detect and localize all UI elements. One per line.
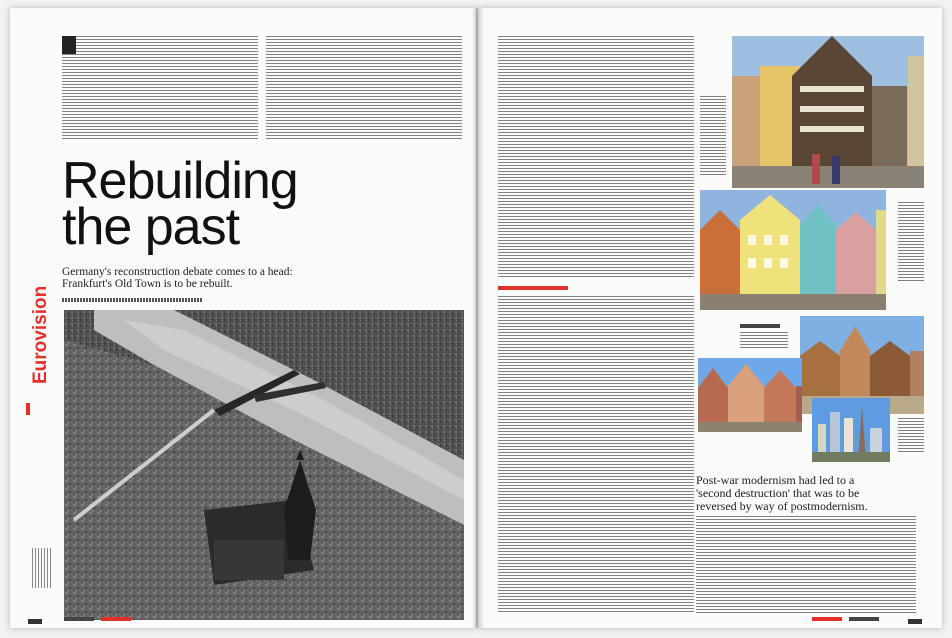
standfirst-line-1: Germany's reconstruction debate comes to a head: xyxy=(62,266,293,278)
pull-quote-line-3: reversed by way of postmodernism. xyxy=(696,499,868,513)
body-text-column-1b xyxy=(498,296,694,614)
pull-quote-line-1: Post-war modernism had led to a xyxy=(696,473,855,487)
main-aerial-photo xyxy=(64,310,464,620)
right-page xyxy=(478,8,942,628)
body-text-column-2 xyxy=(696,516,916,614)
aerial-photo-image xyxy=(64,310,464,620)
caption-3 xyxy=(740,332,788,348)
subheading-red xyxy=(498,286,568,290)
standfirst-line-2: Frankfurt's Old Town is to be rebuilt. xyxy=(62,278,233,290)
caption-3-title xyxy=(740,324,780,328)
standfirst xyxy=(62,266,342,290)
section-marker xyxy=(26,403,30,415)
intro-text-column-2 xyxy=(266,36,462,140)
article-headline xyxy=(62,152,362,256)
photo-roemer-gables xyxy=(698,358,802,432)
pull-quote xyxy=(696,474,916,513)
caption-2 xyxy=(898,202,924,282)
caption-4 xyxy=(898,418,924,454)
pull-quote-line-2: 'second destruction' that was to be xyxy=(696,486,860,500)
left-folio xyxy=(64,617,131,623)
section-tag-label: Eurovision xyxy=(30,285,51,384)
left-page-number xyxy=(28,619,42,624)
section-tag xyxy=(28,276,54,384)
photo-half-timbered-houses xyxy=(732,36,924,188)
photo-colourful-facades xyxy=(700,190,886,310)
photo-skyline xyxy=(812,398,890,462)
caption-1 xyxy=(700,96,726,176)
intro-text-column-1 xyxy=(62,36,258,140)
spine-gutter xyxy=(472,8,484,628)
headline-line-2: the past xyxy=(62,198,240,256)
body-text-column-1a xyxy=(498,36,694,278)
drop-cap xyxy=(62,36,76,54)
photo-credit xyxy=(32,548,52,588)
right-folio xyxy=(812,617,879,623)
left-page xyxy=(10,8,476,628)
headline-line-1: Rebuilding xyxy=(62,152,298,210)
byline xyxy=(62,298,202,302)
right-page-number xyxy=(908,619,922,624)
